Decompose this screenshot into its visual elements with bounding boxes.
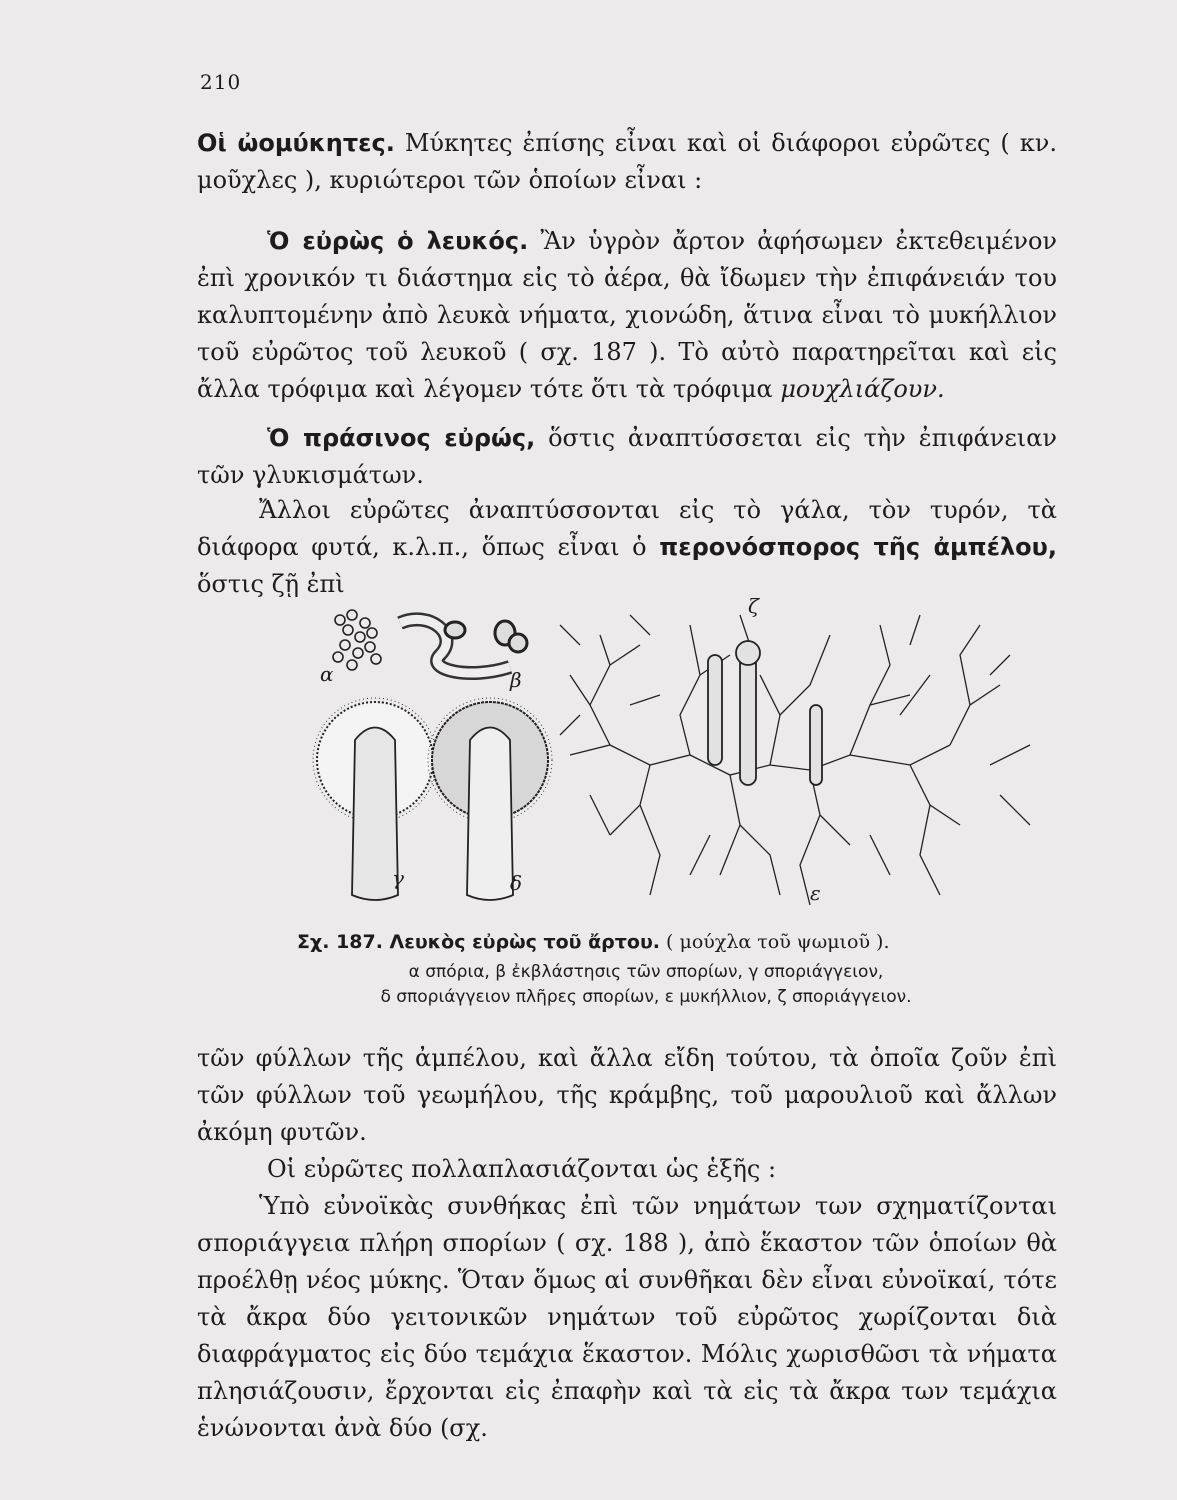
caption-line: α σπόρια, β ἐκβλάστησις τῶν σπορίων, γ σποριάγγειον,: [408, 962, 884, 982]
caption-line: δ σποριάγγειον πλῆρες σπορίων, ε μυκήλλιον, ζ σποριάγγειον.: [380, 987, 912, 1007]
label-delta: δ: [510, 871, 523, 895]
paragraph-oomycetes: [197, 125, 1057, 199]
label-epsilon: ε: [810, 881, 821, 905]
reproduction-text: Ὑπὸ εὐνοϊκὰς συνθήκας ἐπὶ τῶν νημάτων των σχηματίζονται σποριάγγεια πλήρη σπορίων ( σχ. 188 ), ἀπὸ ἕκαστον τῶν ὁποίων θὰ προέλθῃ νέος μύκης. Ὅταν ὅμως αἱ συνθῆκαι δὲν εἶναι εὐνοϊκαί, τότε τὰ ἄκρα δύο γειτονικῶν νημάτων τοῦ εὐρῶτος χωρίζονται διὰ διαφράγματος εἰς δύο τεμάχια ἕκαστον. Μόλις χωρισθῶσι τὰ νήματα πλησιάζουσιν, ἔρχονται εἰς ἐπαφὴν καὶ τὰ εἰς τὰ ἄκρα των τεμάχια ἑνώνονται ἀνὰ δύο (σχ.: [197, 1192, 1057, 1442]
paragraph-continuation: [197, 1040, 1057, 1447]
sporangium-gamma-illustration: [313, 698, 437, 900]
paragraph-text: Ἄλλοι εὐρῶτες ἀναπτύσσονται εἰς τὸ γάλα, τὸν τυρόν, τὰ διάφορα φυτά, κ.λ.π., ὅπως εἶναι ὁ: [197, 496, 1057, 561]
heading-green-mold: Ὁ πράσινος εὐρώς,: [267, 424, 536, 452]
paragraph-tail: ὅστις ζῇ ἐπὶ: [197, 570, 345, 598]
paragraph-other-molds: [197, 492, 1057, 603]
spores-alpha-illustration: [333, 610, 381, 670]
paragraph-white-mold: [197, 223, 1057, 408]
reproduction-intro: Οἱ εὐρῶτες πολλαπλασιάζονται ὡς ἑξῆς :: [267, 1155, 777, 1183]
paragraph-text: Μύκητες ἐπίσης εἶναι καὶ οἱ διάφοροι εὐρῶτες ( κν. μοῦχλες ), κυριώτεροι τῶν ὁποίων εἶναι :: [197, 129, 1058, 194]
label-gamma: γ: [392, 866, 404, 890]
caption-title-note: ( μούχλα τοῦ ψωμιοῦ ).: [660, 931, 890, 953]
figure-caption-title: [297, 928, 1017, 956]
figure-caption-legend: [296, 960, 996, 1010]
heading-white-mold: Ὁ εὐρὼς ὁ λευκός.: [267, 227, 529, 255]
page-number: 210: [200, 70, 242, 94]
heading-oomycetes: Οἱ ὠομύκητες.: [197, 129, 395, 157]
label-beta: β: [510, 668, 522, 692]
paragraph-text: ὅστις ἀναπτύσσεται εἰς τὴν ἐπιφάνειαν τῶν γλυκισμάτων.: [197, 424, 1058, 489]
figure-187-illustration: [310, 595, 1050, 925]
caption-title-bold: Σχ. 187. Λευκὸς εὐρὼς τοῦ ἄρτου.: [297, 931, 661, 953]
sporangiophores-illustration: [708, 641, 822, 785]
continuation-text: τῶν φύλλων τῆς ἀμπέλου, καὶ ἄλλα εἴδη τούτου, τὰ ὁποῖα ζοῦν ἐπὶ τῶν φύλλων τοῦ γεωμήλου, τῆς κράμβης, τοῦ μαρουλιοῦ καὶ ἄλλων ἀκόμη φυτῶν.: [197, 1044, 1057, 1146]
full-sporangium-delta-illustration: [428, 698, 552, 900]
paragraph-green-mold: [197, 420, 1057, 494]
label-alpha: α: [320, 662, 334, 686]
mycelium-epsilon-illustration: [560, 615, 1030, 905]
bold-term-peronospora: περονόσπορος τῆς ἀμπέλου,: [659, 533, 1057, 561]
paragraph-text: Ἂν ὑγρὸν ἄρτον ἀφήσωμεν ἐκτεθειμένον ἐπὶ χρονικόν τι διάστημα εἰς τὸ ἀέρα, θὰ ἴδωμεν τὴν ἐπιφάνειάν του καλυπτομένην ἀπὸ λευκὰ νήματα, χιονώδη, ἅτινα εἶναι τὸ μυκήλλιον τοῦ εὐρῶτος τοῦ λευκοῦ ( σχ. 187 ). Τὸ αὐτὸ παρατηρεῖται καὶ εἰς ἄλλα τρόφιμα καὶ λέγομεν τότε ὅτι τὰ τρόφιμα: [197, 227, 1058, 403]
italic-term: μουχλιάζουν.: [780, 375, 945, 403]
germinating-spores-beta-illustration: [400, 619, 527, 673]
label-zeta: ζ: [748, 595, 759, 618]
